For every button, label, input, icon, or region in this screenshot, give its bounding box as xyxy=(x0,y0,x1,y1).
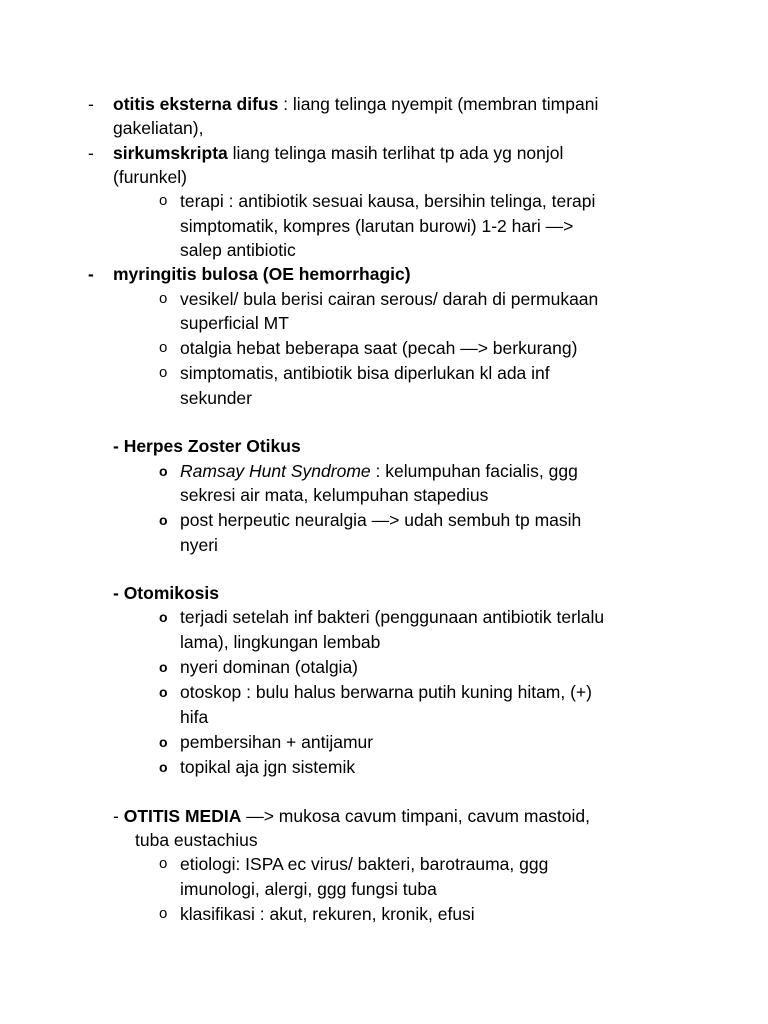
otitis-media-line-1 xyxy=(113,804,590,829)
circle-bullet: o xyxy=(159,609,168,625)
otomikosis-sub-5-line-1: topikal aja jgn sistemik xyxy=(180,757,356,777)
myring-sub-3-line-1: simptomatis, antibiotik bisa diperlukan kl ada inf xyxy=(180,363,550,383)
otomikosis-sub-3-line-1: otoskop : bulu halus berwarna putih kuning hitam, (+) xyxy=(180,682,592,702)
oe-difus-text-1: : liang telinga nyempit (membran timpani xyxy=(278,94,599,114)
sirkum-sub-line-3: salep antibiotic xyxy=(180,240,296,260)
heading-herpes-zoster-otikus: - Herpes Zoster Otikus xyxy=(113,436,301,456)
dash-bullet: - xyxy=(88,264,94,284)
sirkum-text-1: liang telinga masih terlihat tp ada yg nonjol xyxy=(227,143,564,163)
om-sub-1-line-1: etiologi: ISPA ec virus/ bakteri, barotrauma, ggg xyxy=(180,854,549,874)
circle-bullet: o xyxy=(159,855,168,872)
circle-bullet: o xyxy=(159,905,168,922)
otomikosis-sub-1-line-2: lama), lingkungan lembab xyxy=(180,632,381,652)
heading-otomikosis: - Otomikosis xyxy=(113,583,219,603)
circle-bullet: o xyxy=(159,463,168,479)
otitis-media-text-1: —> mukosa cavum timpani, cavum mastoid, xyxy=(241,806,591,826)
circle-bullet: o xyxy=(159,659,168,675)
term-otitis-media: OTITIS MEDIA xyxy=(123,806,242,826)
circle-bullet: o xyxy=(159,512,168,528)
herpes-sub-1-line-1 xyxy=(180,459,578,484)
sirkum-sub-line-2: simptomatik, kompres (larutan burowi) 1-2 hari —> xyxy=(180,216,574,236)
oe-difus-line-1 xyxy=(113,92,598,117)
circle-bullet: o xyxy=(159,684,168,700)
circle-bullet: o xyxy=(159,339,168,356)
term-ramsay-hunt-syndrome: Ramsay Hunt Syndrome xyxy=(180,461,371,481)
herpes-sub-2-line-1: post herpeutic neuralgia —> udah sembuh tp masih xyxy=(180,510,582,530)
term-sirkumskripta: sirkumskripta xyxy=(113,143,228,163)
om-sub-2-line-1: klasifikasi : akut, rekuren, kronik, efusi xyxy=(180,904,475,924)
otomikosis-sub-2-line-1: nyeri dominan (otalgia) xyxy=(180,657,359,677)
dash-bullet: - xyxy=(88,143,94,163)
herpes-sub-2-line-2: nyeri xyxy=(180,535,218,555)
circle-bullet: o xyxy=(159,192,168,209)
circle-bullet: o xyxy=(159,364,168,381)
myring-sub-1-line-1: vesikel/ bula berisi cairan serous/ darah di permukaan xyxy=(180,289,599,309)
myring-sub-1-line-2: superficial MT xyxy=(180,313,289,333)
sirkum-line-2: (furunkel) xyxy=(113,167,187,187)
dash-bullet: - xyxy=(88,94,94,114)
myring-sub-2-line-1: otalgia hebat beberapa saat (pecah —> berkurang) xyxy=(180,338,578,358)
myring-sub-3-line-2: sekunder xyxy=(180,388,252,408)
sirkum-line-1 xyxy=(113,141,563,166)
herpes-sub-1-text: : kelumpuhan facialis, ggg xyxy=(370,461,578,481)
heading-myringitis-bulosa: myringitis bulosa (OE hemorrhagic) xyxy=(113,264,411,284)
otomikosis-sub-3-line-2: hifa xyxy=(180,707,209,727)
otomikosis-sub-4-line-1: pembersihan + antijamur xyxy=(180,732,374,752)
otomikosis-sub-1-line-1: terjadi setelah inf bakteri (penggunaan antibiotik terlalu xyxy=(180,607,605,627)
circle-bullet: o xyxy=(159,290,168,307)
otitis-media-dash: - xyxy=(113,806,124,826)
circle-bullet: o xyxy=(159,759,168,775)
circle-bullet: o xyxy=(159,734,168,750)
herpes-sub-1-line-2: sekresi air mata, kelumpuhan stapedius xyxy=(180,485,489,505)
oe-difus-line-2: gakeliatan), xyxy=(113,118,204,138)
otitis-media-line-2: tuba eustachius xyxy=(135,830,258,850)
sirkum-sub-line-1: terapi : antibiotik sesuai kausa, bersihin telinga, terapi xyxy=(180,191,596,211)
om-sub-1-line-2: imunologi, alergi, ggg fungsi tuba xyxy=(180,879,437,899)
term-otitis-eksterna-difus: otitis eksterna difus xyxy=(113,94,279,114)
